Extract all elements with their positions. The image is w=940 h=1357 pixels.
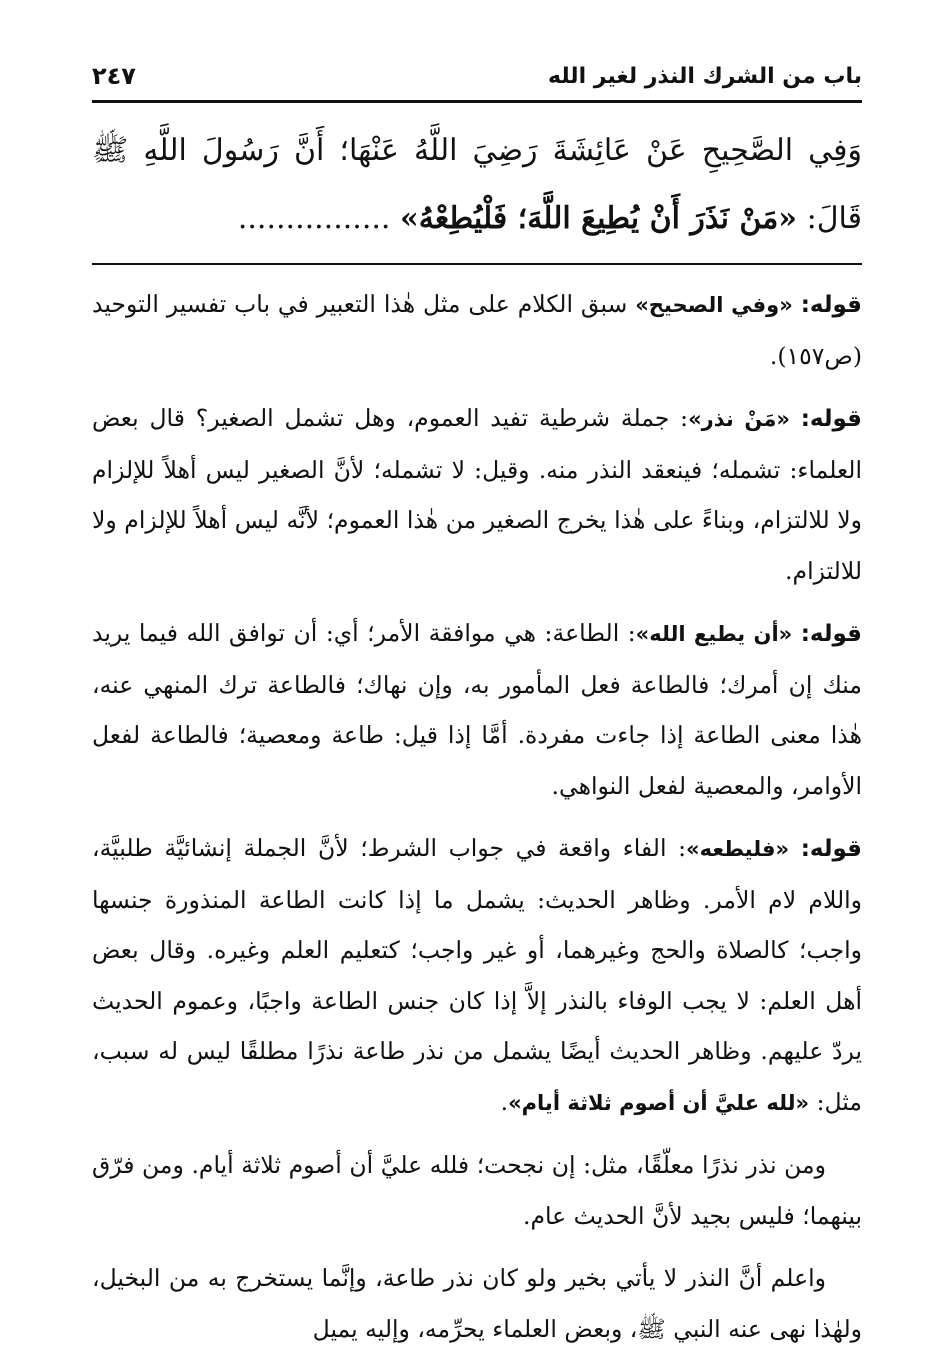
commentary-text: : الفاء واقعة في جواب الشرط؛ لأنَّ الجملة إنشائيَّة طلبيَّة، واللام لام الأمر. وظاهر الحديث: يشمل ما إذا كانت الطاعة المنذورة جنسها واجب؛ كالصلاة والحج وغيرهما، أو غير واجب؛ كتعليم العلم وغيره. وقال بعض أهل العلم: لا يجب الوفاء بالنذر إلاَّ إذا كان جنس الطاعة واجبًا، وعموم الحديث يردّ عليهم. وظاهر الحديث أيضًا يشمل من نذر طاعة نذرًا مطلقًا ليس له سبب، مثل: [92,834,862,1116]
hadith-intro: وَفِي الصَّحِيحِ عَنْ عَائِشَةَ رَضِيَ اللَّهُ عَنْهَا؛ أَنَّ رَسُولَ اللَّهِ ﷺ قَالَ: [92,133,862,236]
body-paragraph: واعلم أنَّ النذر لا يأتي بخير ولو كان نذر طاعة، وإنَّما يستخرج به من البخيل، ولهٰذا نهى عنه النبي ﷺ، وبعض العلماء يحرِّمه، وإليه يميل [92,1264,862,1343]
commentary-paragraph [92,393,862,596]
commentary-lead: قوله: [800,836,862,862]
commentary-text: سبق الكلام على مثل هٰذا التعبير في باب تفسير التوحيد (ص١٥٧). [92,290,862,370]
commentary-text: : الطاعة: هي موافقة الأمر؛ أي: أن توافق الله فيما يريد منك إن أمرك؛ فالطاعة فعل المأمور به، وإن نهاك؛ فالطاعة ترك المنهي عنه، هٰذا معنى الطاعة إذا جاءت مفردة. أمَّا إذا قيل: طاعة ومعصية؛ فالطاعة لفعل الأوامر، والمعصية لفعل النواهي. [92,619,862,800]
commentary-quote: «وفي الصحيح» [635,293,793,317]
hadith-text [92,117,862,253]
page-number: ٢٤٧ [92,62,136,90]
commentary-lead: قوله: [800,621,862,647]
hadith-quote: «مَنْ نَذَرَ أَنْ يُطِيعَ اللَّهَ؛ فَلْيُطِعْهُ» [399,201,798,236]
chapter-title: باب من الشرك النذر لغير الله [547,63,862,89]
commentary-quote: «مَنْ نذر» [688,407,790,431]
commentary-quote: «أن يطيع الله» [635,622,793,646]
hadith-trail: ................ [237,201,391,236]
commentary-lead: قوله: [800,406,862,432]
section-divider [92,263,862,265]
commentary-inline-quote: «لله عليَّ أن أصوم ثلاثة أيام» [508,1090,810,1115]
commentary-paragraph [92,279,862,381]
commentary-lead: قوله: [800,292,862,318]
commentary-paragraph [92,823,862,1128]
page-header [92,52,862,103]
commentary-text-end: . [500,1087,509,1116]
commentary-paragraph [92,608,862,811]
commentary-text: : جملة شرطية تفيد العموم، وهل تشمل الصغير؟ قال بعض العلماء: تشمله؛ فينعقد النذر منه. وقيل: لا تشمله؛ لأنَّ الصغير ليس أهلاً للإلزام ولا للالتزام، وبناءً على هٰذا يخرج الصغير من هٰذا العموم؛ لأنَّه ليس أهلاً للإلزام ولا للالتزام. [92,404,862,585]
body-paragraph: ومن نذر نذرًا معلّقًا، مثل: إن نجحت؛ فلله عليَّ أن أصوم ثلاثة أيام. ومن فرّق بينهما؛ فليس بجيد لأنَّ الحديث عام. [92,1151,862,1230]
commentary-quote: «فليطعه» [686,837,790,861]
book-page [92,52,862,1357]
